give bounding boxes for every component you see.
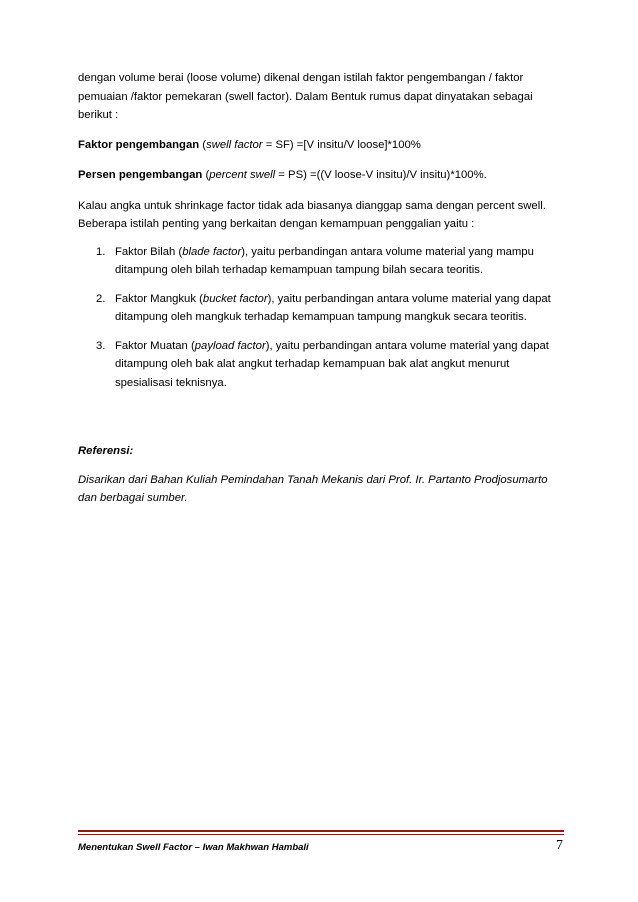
list-item-number: 1. [96, 245, 106, 258]
reference-text: Disarikan dari Bahan Kuliah Pemindahan Tanah Mekanis dari Prof. Ir. Partanto Prodjosumarto dan berbagai sumber. [78, 473, 548, 504]
percent-swell-term: percent swell [209, 169, 276, 181]
list-item-name: Faktor Muatan ( [115, 339, 195, 352]
list-item-description: ), yaitu perbandingan antara volume material yang mampu ditampung oleh bilah terhadap kemampuan tampung bilah secara teoritis. [115, 245, 534, 276]
list-item-term: bucket factor [202, 292, 268, 305]
percent-swell-formula [78, 166, 564, 185]
list-item-description: ), yaitu perbandingan antara volume material yang dapat ditampung oleh bak alat angkut terhadap kemampuan bak alat angkut menurut spesialisasi teknisnya. [115, 339, 549, 389]
list-item-number: 3. [96, 339, 106, 352]
swell-factor-open: ( [199, 138, 207, 151]
swell-factor-term: swell factor [206, 138, 263, 151]
terms-intro: Beberapa istilah penting yang berkaitan dengan kemampuan penggalian yaitu : [78, 218, 475, 230]
list-item [78, 337, 564, 393]
reference-title: Referensi: [78, 445, 134, 457]
percent-swell-expression: = PS) =((V loose-V insitu)/V insitu)*100%. [275, 169, 487, 181]
percent-swell-open: ( [202, 169, 210, 181]
list-item-description: ), yaitu perbandingan antara volume material yang dapat ditampung oleh mangkuk terhadap kemampuan tampung mangkuk secara teoritis. [115, 292, 551, 323]
list-item-name: Faktor Bilah ( [115, 245, 183, 258]
list-item-number: 2. [96, 292, 106, 305]
list-item-name: Faktor Mangkuk ( [115, 292, 203, 305]
list-item-term: payload factor [194, 339, 266, 352]
footer-divider-thick [78, 830, 564, 832]
page-content [78, 69, 564, 508]
percent-swell-label: Persen pengembangan [78, 169, 203, 181]
intro-paragraph: dengan volume berai (loose volume) dikenal dengan istilah faktor pengembangan / faktor pemuaian /faktor pemekaran (swell factor). Dalam Bentuk rumus dapat dinyatakan sebagai berikut : [78, 72, 533, 121]
swell-factor-label: Faktor pengembangan [78, 138, 200, 151]
swell-factor-expression: = SF) =[V insitu/V loose]*100% [262, 138, 421, 151]
list-item-term: blade factor [182, 245, 242, 258]
list-item [78, 290, 564, 327]
footer-divider-thin [78, 834, 564, 835]
footer-title: Menentukan Swell Factor – Iwan Makhwan Hambali [78, 842, 309, 853]
list-item [78, 243, 564, 280]
page-number: 7 [556, 838, 563, 853]
shrinkage-note: Kalau angka untuk shrinkage factor tidak ada biasanya dianggap sama dengan percent swell. [78, 199, 546, 212]
swell-factor-formula [78, 136, 564, 155]
factor-list [78, 243, 564, 393]
